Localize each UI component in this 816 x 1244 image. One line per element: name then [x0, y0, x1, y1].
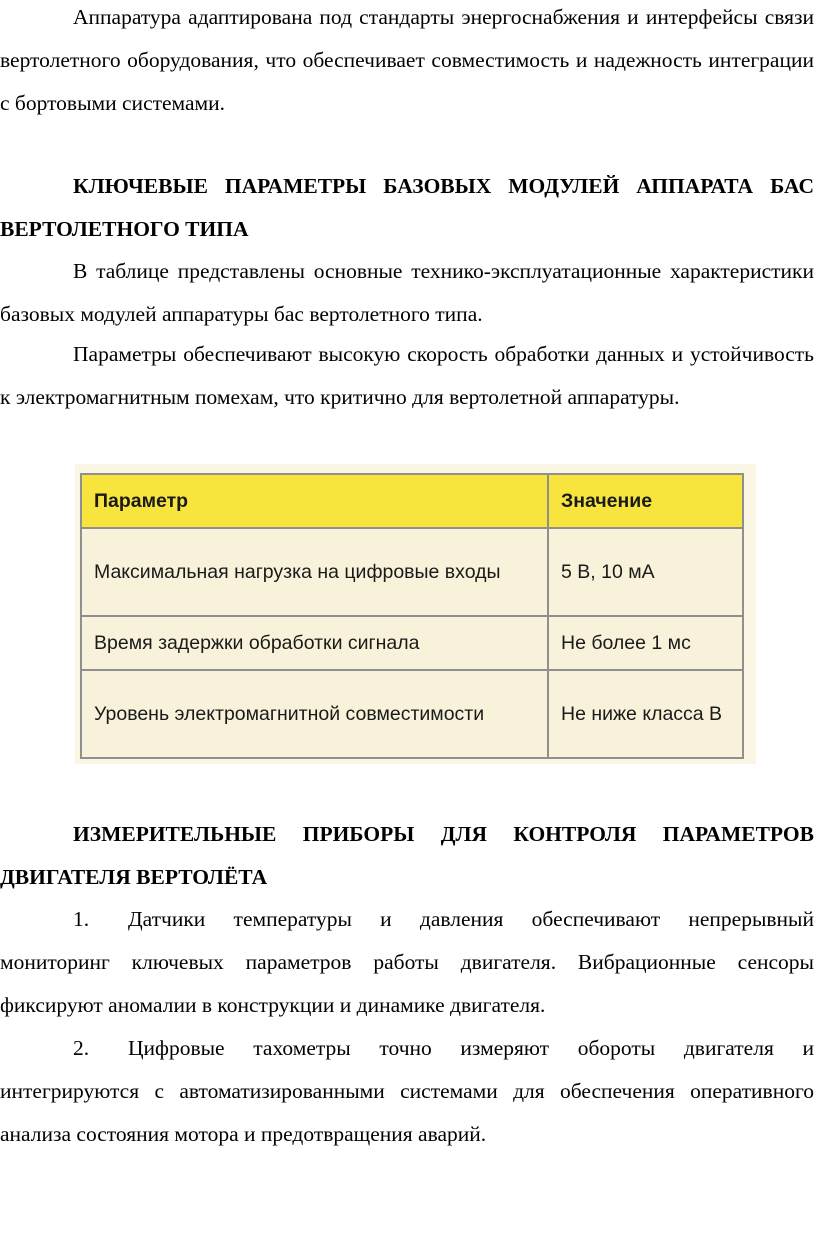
section-heading-engine-instruments: ИЗМЕРИТЕЛЬНЫЕ ПРИБОРЫ ДЛЯ КОНТРОЛЯ ПАРАМЕТРОВ ДВИГАТЕЛЯ ВЕРТОЛЁТА: [0, 822, 814, 889]
list-item-number: 2.: [73, 1036, 90, 1060]
table-row: [81, 670, 743, 758]
list-item-text: Датчики температуры и давления обеспечивают непрерывный мониторинг ключевых параметров работы двигателя. Вибрационные сенсоры фиксируют аномалии в конструкции и динамике двигателя.: [0, 907, 814, 1017]
intro-paragraph: Аппаратура адаптирована под стандарты энергоснабжения и интерфейсы связи вертолетного оборудования, что обеспечивает совместимость и надежность интеграции с бортовыми системами.: [0, 5, 814, 115]
table-cell-parameter: Уровень электромагнитной совместимости: [81, 670, 548, 758]
header-parameter: Параметр: [81, 474, 548, 528]
list-item: [0, 898, 814, 1027]
header-value: Значение: [548, 474, 743, 528]
table-cell-value: 5 В, 10 мА: [548, 528, 743, 616]
table-cell-parameter: Время задержки обработки сигнала: [81, 616, 548, 670]
section1-paragraph-1: В таблице представлены основные технико-эксплуатационные характеристики базовых модулей аппаратуры бас вертолетного типа.: [0, 259, 814, 326]
list-item: [0, 1027, 814, 1156]
table-row: [81, 528, 743, 616]
parameters-table-container: [75, 464, 756, 764]
numbered-list: [0, 898, 814, 1156]
parameters-table: [80, 473, 744, 759]
table-cell-value: Не ниже класса В: [548, 670, 743, 758]
table-cell-value: Не более 1 мс: [548, 616, 743, 670]
section-heading-key-parameters: КЛЮЧЕВЫЕ ПАРАМЕТРЫ БАЗОВЫХ МОДУЛЕЙ АППАРАТА БАС ВЕРТОЛЕТНОГО ТИПА: [0, 174, 814, 241]
list-item-text: Цифровые тахометры точно измеряют обороты двигателя и интегрируются с автоматизированными системами для обеспечения оперативного анализа состояния мотора и предотвращения аварий.: [0, 1036, 814, 1146]
section1-paragraph-2: Параметры обеспечивают высокую скорость обработки данных и устойчивость к электромагнитным помехам, что критично для вертолетной аппаратуры.: [0, 342, 814, 409]
table-header-row: [81, 474, 743, 528]
table-row: [81, 616, 743, 670]
table-cell-parameter: Максимальная нагрузка на цифровые входы: [81, 528, 548, 616]
list-item-number: 1.: [73, 907, 90, 931]
